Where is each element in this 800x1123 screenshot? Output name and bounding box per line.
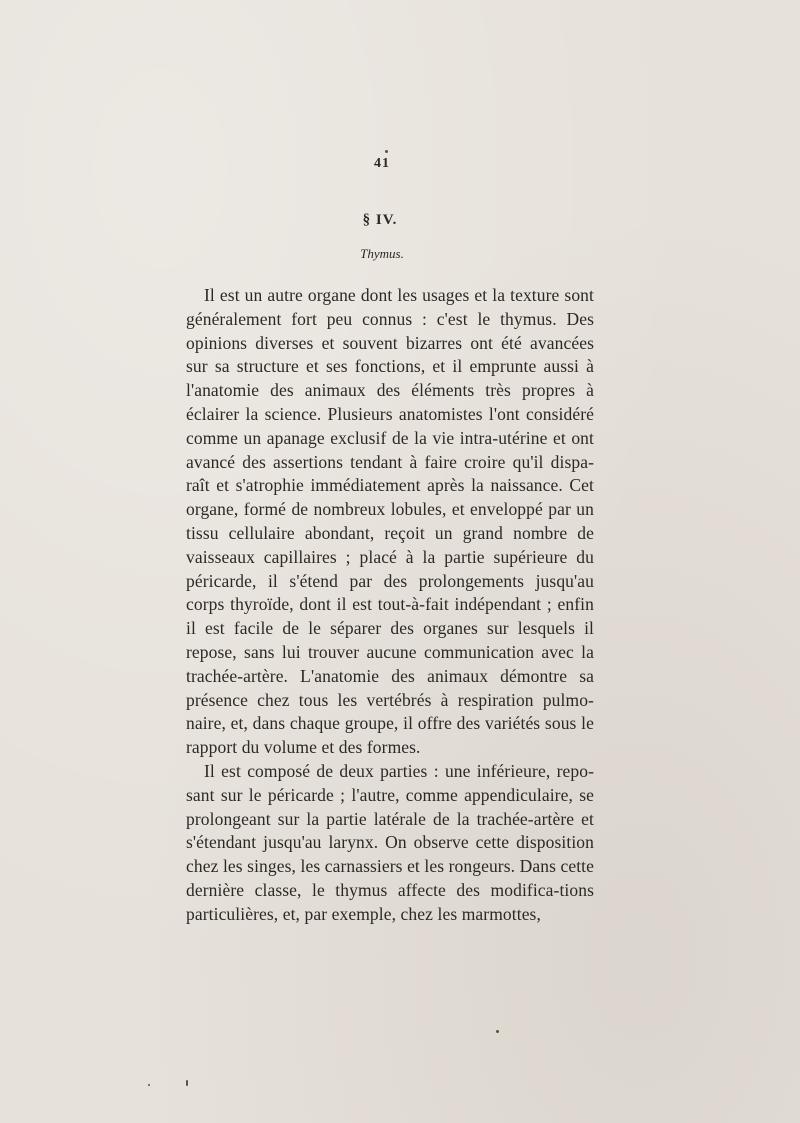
section-title: Thymus. (360, 246, 404, 261)
page-number: 41 (374, 156, 390, 171)
paper-speck (186, 1080, 188, 1086)
body-text (186, 284, 594, 927)
paragraph: Il est un autre organe dont les usages et la texture sont généralement fort peu connus : c'est le thymus. Des opinions diverses et souvent bizarres ont été avancées sur sa structure et ses fonctions, et il emprunte aussi à l'anatomie des animaux des éléments très propres à éclairer la science. Plusieurs anatomistes l'ont considéré comme un apanage exclusif de la vie intra-utérine et ont avancé des assertions tendant à faire croire qu'il dispa-raît et s'atrophie immédiatement après la naissance. Cet organe, formé de nombreux lobules, et enveloppé par un tissu cellulaire abondant, reçoit un grand nombre de vaisseaux capillaires ; placé à la partie supérieure du péricarde, il s'étend par des prolongements jusqu'au corps thyroïde, dont il est tout-à-fait indépendant ; enfin il est facile de le séparer des organes sur lesquels il repose, sans lui trouver aucune communication avec la trachée-artère. L'anatomie des animaux démontre sa présence chez tous les vertébrés à respiration pulmo-naire, et, dans chaque groupe, il offre des variétés sous le rapport du volume et des formes. (186, 285, 594, 758)
paragraph: Il est composé de deux parties : une inférieure, repo-sant sur le péricarde ; l'autre, comme appendiculaire, se prolongeant sur la partie latérale de la trachée-artère et s'étendant jusqu'au larynx. On observe cette disposition chez les singes, les carnassiers et les rongeurs. Dans cette dernière classe, le thymus affecte des modifica-tions particulières, et, par exemple, chez les marmottes, (186, 760, 594, 924)
paper-speck (148, 1084, 150, 1086)
paper-speck (385, 150, 388, 153)
section-heading: § IV. (362, 212, 398, 228)
paper-speck (496, 1030, 499, 1033)
